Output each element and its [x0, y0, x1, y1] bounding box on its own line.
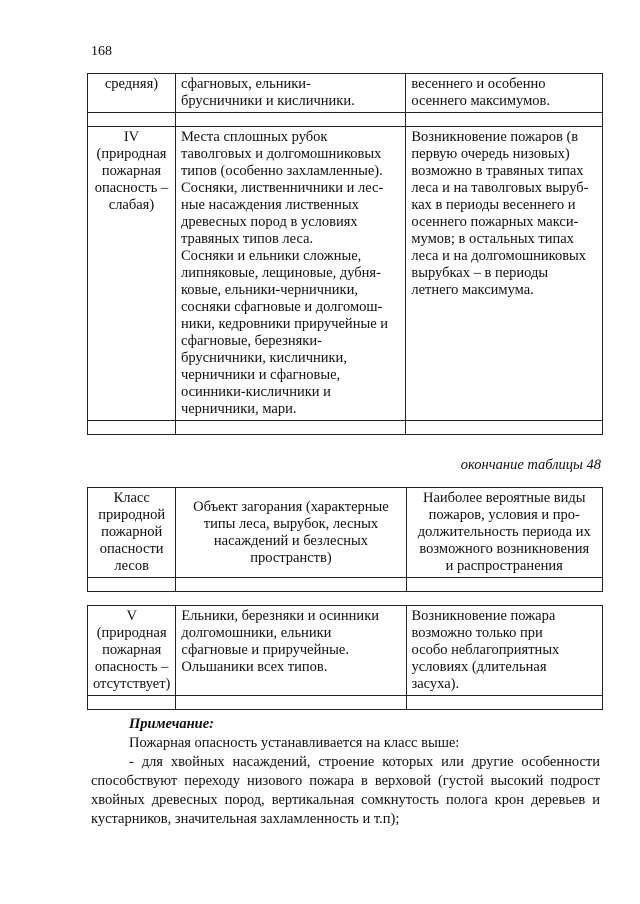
spacer-row: [88, 592, 603, 606]
fire-danger-table-top: [87, 73, 603, 435]
class-text: V (природная пожарная опасность – отсутствует): [93, 608, 171, 692]
class-text: IV (природная пожарная опасность – слабая): [94, 129, 169, 213]
note-title: Примечание:: [129, 716, 215, 732]
spacer-row: [88, 696, 603, 710]
fire-danger-table-bottom: [87, 487, 603, 710]
header-class-text: Класс природной пожарной опасности лесов: [98, 490, 166, 574]
object-text: Места сплошных рубок таволговых и долгомошниковых типов (особенно захламленные). Сосняки, лиственничники и лес- ные насаждения лиственных древесных пород в условиях травяных типов леса. Сосняки и ельники сложные, липняковые, лещиновые, дубня- ковые, ельники-черничники, сосняки сфагновые и долгомош- ники, кедровники приручейные и сфагновые, березняки- брусничники, кисличники, черничники и сфагновые, осинники-кисличники и черничники, мари.: [180, 129, 389, 417]
page-number: 168: [91, 44, 112, 59]
spacer-row: [88, 578, 603, 592]
header-class: [88, 488, 176, 578]
note-line: Пожарная опасность устанавливается на класс выше:: [129, 735, 460, 751]
object-cell: [175, 74, 405, 113]
table-row: [88, 74, 603, 113]
fire-type-text: Возникновение пожаров (в первую очередь низовых) возможно в травяных типах леса и на таволговых выруб- ках в периоды весеннего и осеннего пожарных макси- мумов; в остальных типах леса и на долгомошниковых вырубках – в периоды летнего максимума.: [411, 129, 589, 298]
fire-type-text: Возникновение пожара возможно только при особо неблагоприятных условиях (длительная засуха).: [411, 608, 560, 692]
fire-type-cell: [406, 74, 603, 113]
note-block: [91, 715, 600, 829]
object-text: сфагновых, ельники- брусничники и кисличники.: [180, 76, 355, 109]
header-fire-type: [406, 488, 602, 578]
table-row: [88, 606, 603, 696]
note-paragraph: - для хвойных насаждений, строение которых или другие особенности способствуют переходу низового пожара в верховой (густой высокий подрост хвойных древесных пород, вертикальная сомкнутость полога крон деревьев и кустарников, значительная захламленность и т.п);: [91, 754, 600, 827]
class-cell: [88, 74, 176, 113]
object-cell: [175, 127, 405, 421]
class-cell: [88, 127, 176, 421]
class-cell: [88, 606, 176, 696]
object-text: Ельники, березняки и осинники долгомошники, ельники сфагновые и приручейные. Ольшаники всех типов.: [181, 608, 380, 675]
header-object: [176, 488, 406, 578]
class-text: средняя): [104, 76, 159, 92]
header-fire-type-text: Наиболее вероятные виды пожаров, условия и про- должительность периода их возможного возникновения и распространения: [417, 490, 591, 574]
header-object-text: Объект загорания (характерные типы леса, вырубок, лесных насаждений и безлесных пространств): [193, 498, 389, 566]
spacer-row: [88, 421, 603, 435]
fire-type-text: весеннего и особенно осеннего максимумов.: [411, 76, 550, 109]
header-row: [88, 488, 603, 578]
table-row: [88, 127, 603, 421]
spacer-row: [88, 113, 603, 127]
object-cell: [176, 606, 406, 696]
fire-type-cell: [406, 606, 602, 696]
fire-type-cell: [406, 127, 603, 421]
table-caption: окончание таблицы 48: [460, 457, 601, 473]
